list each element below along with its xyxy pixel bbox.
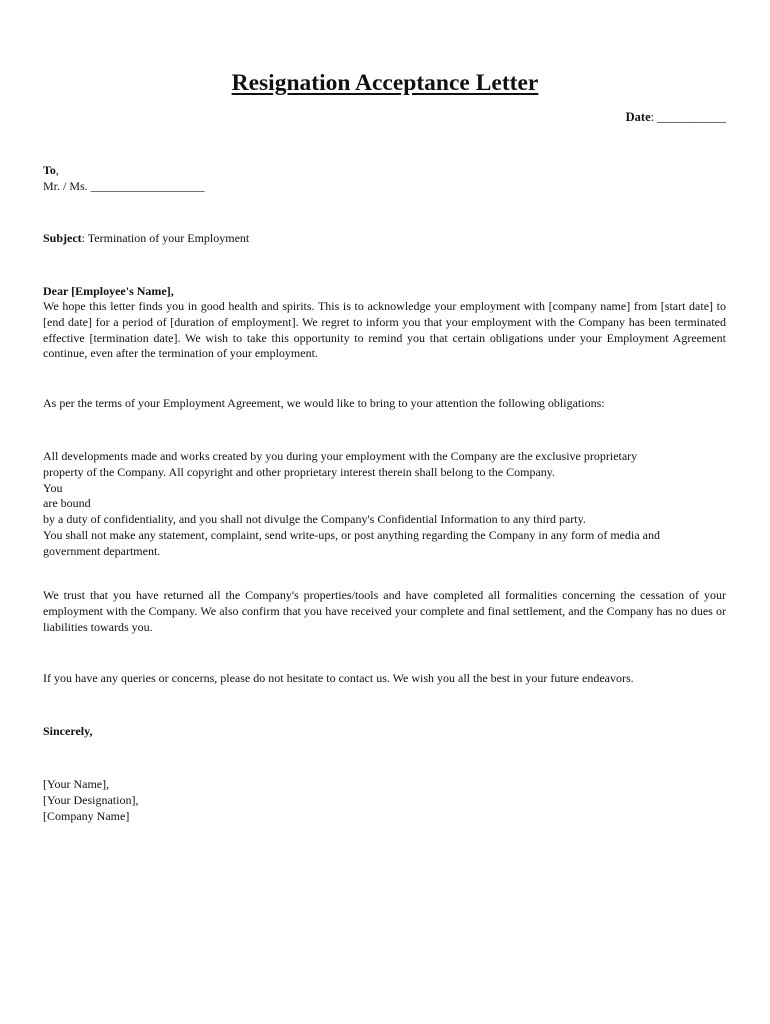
paragraph-obligations-intro: As per the terms of your Employment Agreement, we would like to bring to your attention the following obligations: [43,396,605,410]
signature-name: [Your Name], [43,777,110,791]
closing: Sincerely, [43,724,93,738]
obligation-line: property of the Company. All copyright and other proprietary interest therein shall belong to the Company. [43,464,555,479]
obligation-line: All developments made and works created by you during your employment with the Company are the exclusive proprietary [43,449,638,463]
signature-block [43,777,726,824]
obligation-line: government department. [43,543,161,558]
salutation [43,284,726,300]
to-label: To [43,163,56,177]
subject-label: Subject [43,231,82,245]
obligation-line: by a duty of confidentiality, and you shall not divulge the Company's Confidential Information to any third party. [43,512,586,527]
salutation-text: Dear [Employee's Name], [43,284,174,298]
signature-company: [Company Name] [43,808,130,823]
obligations-list [43,449,726,560]
paragraph-intro: We hope this letter finds you in good health and spirits. This is to acknowledge your employment with [company name] from [start date] to [end date] for a period of [duration of employment]. We regret to inform you that your employment with the Company has been terminated effective [termination date]. We wish to take this opportunity to remind you that certain obligations under your Employment Agreement continue, even after the termination of your employment. [43,299,726,361]
obligation-line: You [43,480,63,495]
date-separator: : [650,110,655,124]
paragraph-contact: If you have any queries or concerns, please do not hesitate to contact us. We wish you all the best in your future endeavors. [43,671,634,685]
signature-designation: [Your Designation], [43,792,139,807]
obligation-line: are bound [43,496,91,511]
recipient-name: Mr. / Ms. ___________________ [43,178,205,193]
subject-text: : Termination of your Employment [81,231,250,245]
date-label: Date [625,110,651,124]
obligation-line: You shall not make any statement, complaint, send write-ups, or post anything regarding the Company in any form of media and [43,527,660,542]
recipient-block [43,163,726,195]
paragraph-returns: We trust that you have returned all the Company's properties/tools and have completed all formalities concerning the cessation of your employment with the Company. We also confirm that you have received your complete and final settlement, and the Company has no dues or liabilities towards you. [43,588,726,634]
letter-title: Resignation Acceptance Letter [231,70,539,96]
to-comma: , [55,163,59,177]
date-blank: ___________ [654,110,726,124]
date-line [626,110,726,125]
subject-line [43,231,726,247]
